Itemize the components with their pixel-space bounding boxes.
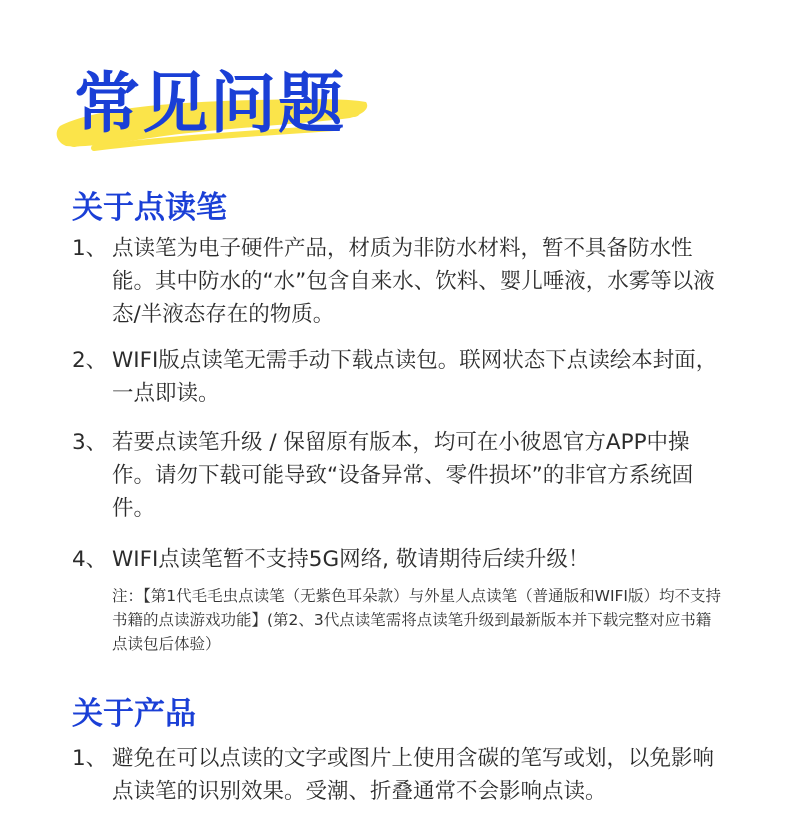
list-item xyxy=(72,344,732,410)
footnote: 注：【第1代毛毛虫点读笔（无紫色耳朵款）与外星人点读笔（普通版和WIFI版）均不支持书籍的点读游戏功能】(第2、3代点读笔需将点读笔升级到最新版本并下载完整对应书籍点读包后体验） xyxy=(112,587,721,653)
list-item xyxy=(72,426,732,525)
item-number: 1、 xyxy=(72,236,108,261)
section-heading-pen: 关于点读笔 xyxy=(72,190,227,226)
list-item xyxy=(72,232,732,331)
section-heading-product: 关于产品 xyxy=(72,696,196,732)
item-number: 4、 xyxy=(72,547,108,572)
title-block xyxy=(60,62,380,162)
item-text: 若要点读笔升级 / 保留原有版本，均可在小彼恩官方APP中操作。请勿下载可能导致“设备异常、零件损坏”的非官方系统固件。 xyxy=(112,430,694,521)
list-item xyxy=(72,543,732,576)
item-text: 点读笔为电子硬件产品，材质为非防水材料，暂不具备防水性能。其中防水的“水”包含自来水、饮料、婴儿唾液，水雾等以液态/半液态存在的物质。 xyxy=(112,236,715,327)
item-number: 2、 xyxy=(72,348,108,373)
item-text: WIFI版点读笔无需手动下载点读包。联网状态下点读绘本封面，一点即读。 xyxy=(112,348,718,406)
list-item xyxy=(72,742,732,808)
item-number: 3、 xyxy=(72,430,108,455)
item-text: WIFI点读笔暂不支持5G网络, 敬请期待后续升级！ xyxy=(112,547,590,572)
item-number: 1、 xyxy=(72,746,108,771)
page-title: 常见问题 xyxy=(74,65,346,142)
item-text: 避免在可以点读的文字或图片上使用含碳的笔写或划，以免影响点读笔的识别效果。受潮、折叠通常不会影响点读。 xyxy=(112,746,715,804)
